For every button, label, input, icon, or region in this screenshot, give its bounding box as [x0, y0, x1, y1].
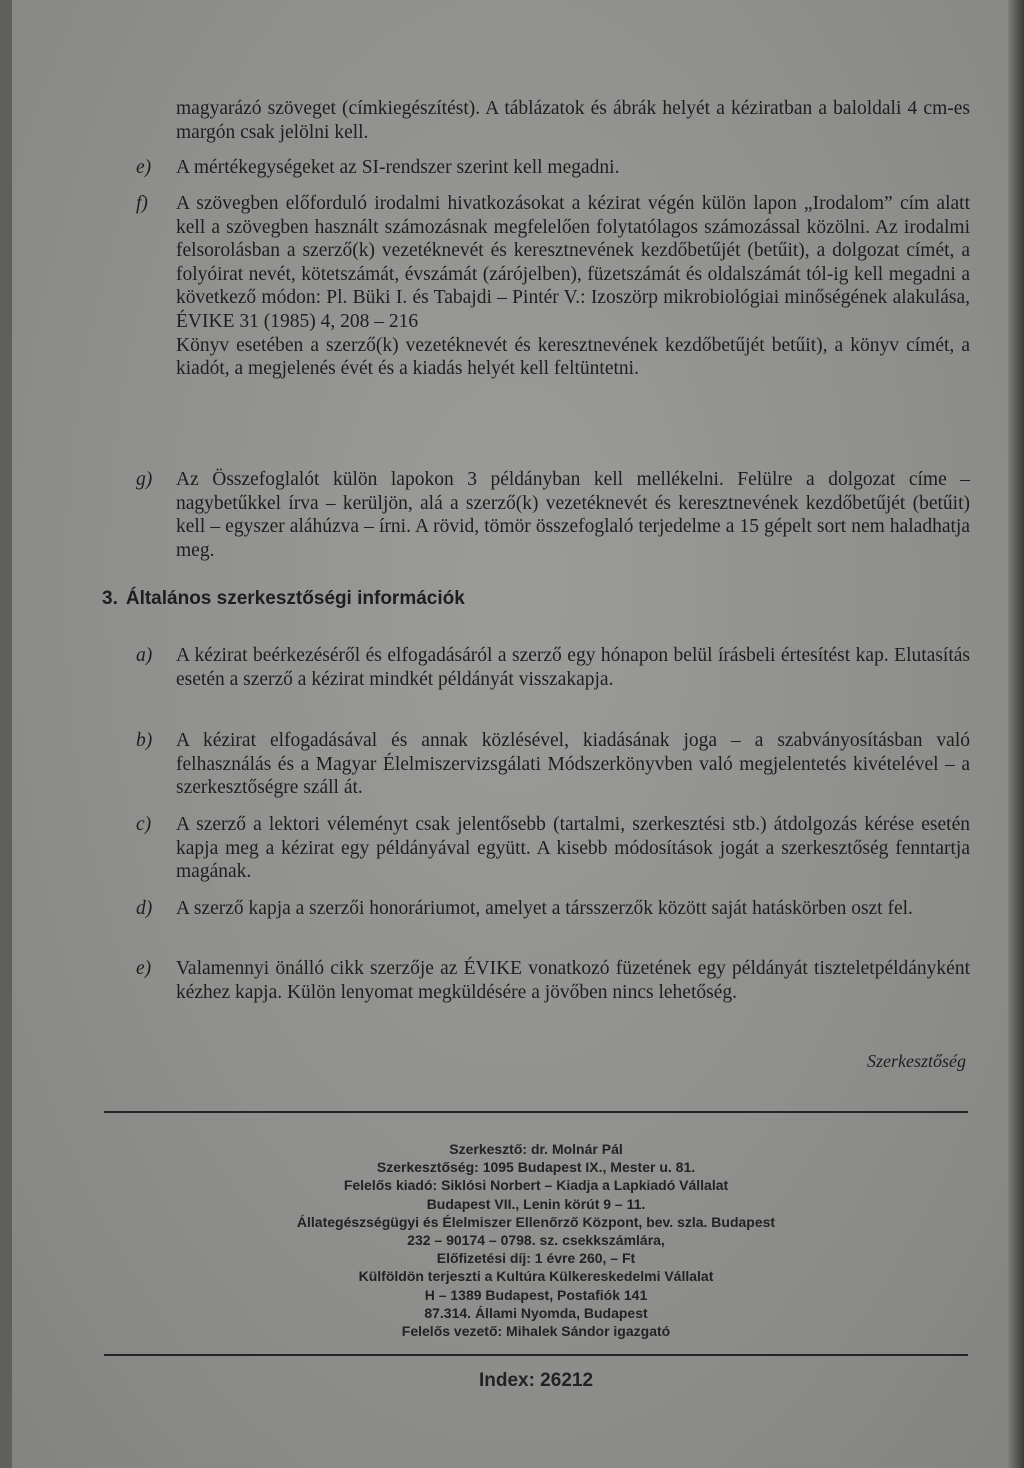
- imprint-line: Felelős vezető: Mihalek Sándor igazgató: [401, 1323, 671, 1340]
- index-number: Index: 26212: [478, 1370, 594, 1391]
- signature: Szerkesztőség: [867, 1051, 966, 1071]
- list-item-a: [136, 644, 970, 691]
- item-text: A kézirat beérkezéséről és elfogadásáról a szerző egy hónapon belül írásbeli értesítést kap. Elutasítás esetén a szerző a kézirat mindkét példányát visszakapja.: [176, 645, 970, 690]
- imprint-line: H – 1389 Budapest, Postafiók 141: [424, 1286, 648, 1303]
- item-text: Az Összefoglalót külön lapokon 3 példányban kell mellékelni. Felülre a dolgozat címe – nagybetűkkel írva – kerüljön, alá a szerző(k) vezetéknevét és keresztnevének kezdőbetűjét (betűit) kell – egyszer aláhúzva – írni. A rövid, tömör összefoglaló terjedelme a 15 gépelt sort nem haladhatja meg.: [176, 469, 970, 561]
- item-label: d): [136, 898, 153, 919]
- item-text: A szerző kapja a szerzői honoráriumot, amelyet a társszerzők között saját hatáskörben oszt fel.: [176, 898, 913, 919]
- imprint-line: Állategészségügyi és Élelmiszer Ellenőrző Központ, bev. szla. Budapest: [296, 1213, 776, 1230]
- imprint-block: [104, 1140, 968, 1340]
- item-text: A mértékegységeket az SI-rendszer szerint kell megadni.: [176, 157, 620, 178]
- divider-top: [104, 1111, 968, 1113]
- item-label: b): [136, 730, 153, 751]
- item-text: Valamennyi önálló cikk szerzője az ÉVIKE vonatkozó füzetének egy példányát tiszteletpéldányként kézhez kapja. Külön lenyomat megküldésére a jövőben nincs lehetőség.: [176, 958, 970, 1003]
- page-right-edge: [1008, 0, 1024, 1468]
- list-item-f: [136, 192, 970, 381]
- section-number: 3.: [102, 588, 118, 609]
- list-item-e-top: [136, 156, 970, 180]
- imprint-line: Szerkesztő: dr. Molnár Pál: [449, 1141, 623, 1157]
- imprint-line: Szerkesztőség: 1095 Budapest IX., Mester u. 81.: [376, 1159, 696, 1176]
- item-label: c): [136, 814, 152, 835]
- item-label: e): [136, 157, 152, 178]
- item-text: A szerző a lektori véleményt csak jelentősebb (tartalmi, szerkesztési stb.) átdolgozás kérése esetén kapja meg a kézirat egy példányával együtt. A kisebb módosítások jogát a szerkesztőség fenntartja magának.: [176, 814, 970, 883]
- imprint-line: 87.314. Állami Nyomda, Budapest: [424, 1304, 648, 1321]
- item-label: e): [136, 958, 152, 979]
- list-item-b: [136, 729, 970, 800]
- list-item-c: [136, 813, 970, 884]
- imprint-line: Előfizetési díj: 1 évre 260, – Ft: [436, 1250, 636, 1267]
- imprint-line: Külföldön terjeszti a Kultúra Külkereskedelmi Vállalat: [358, 1268, 714, 1285]
- imprint-line: Felelős kiadó: Siklósi Norbert – Kiadja a Lapkiadó Vállalat: [343, 1177, 729, 1194]
- intro-paragraph: magyarázó szöveget (címkiegészítést). A táblázatok és ábrák helyét a kéziratban a baloldali 4 cm-es margón csak jelölni kell.: [176, 98, 970, 143]
- section-heading: [102, 588, 465, 610]
- item-text: A kézirat elfogadásával és annak közlésével, kiadásának joga – a szabványosításban való felhasználás és a Magyar Élelmiszervizsgálati Módszerkönyvben való megjelentetés kivételével – a szerkesztőségre száll át.: [176, 730, 970, 799]
- item-text: A szövegben előforduló irodalmi hivatkozásokat a kézirat végén külön lapon „Irodalom” cím alatt kell a szövegben használt számozásnak megfelelően folytatólagos számozással közölni. Az irodalmi felsorolásban a szerző(k) vezetéknevét és keresztnevének kezdőbetűjét (betűit), a dolgozat címét, a folyóirat nevét, kötetszámát, évszámát (zárójelben), füzetszámát és oldalszámát tól-ig kell megadni a következő módon: Pl. Büki I. és Tabajdi – Pintér V.: Izoszörp mikrobiológiai minőségének alakulása, ÉVIKE 31 (1985) 4, 208 – 216: [176, 193, 970, 332]
- item-text-continued: Könyv esetében a szerző(k) vezetéknevét és keresztnevének kezdőbetűjét betűit), a könyv címét, a kiadót, a megjelenés évét és a kiadás helyét kell feltüntetni.: [176, 334, 970, 380]
- item-label: g): [136, 469, 153, 490]
- divider-bottom: [104, 1354, 968, 1356]
- imprint-line: Budapest VII., Lenin körút 9 – 11.: [426, 1195, 646, 1212]
- item-label: a): [136, 645, 153, 666]
- section-title: Általános szerkesztőségi információk: [125, 588, 465, 609]
- list-item-g: [136, 468, 970, 562]
- list-item-e-bottom: [136, 957, 970, 1004]
- imprint-line: 232 – 90174 – 0798. sz. csekkszámlára,: [407, 1232, 665, 1249]
- item-label: f): [136, 193, 148, 214]
- list-item-d: [136, 897, 970, 921]
- page-left-edge: [0, 0, 12, 1468]
